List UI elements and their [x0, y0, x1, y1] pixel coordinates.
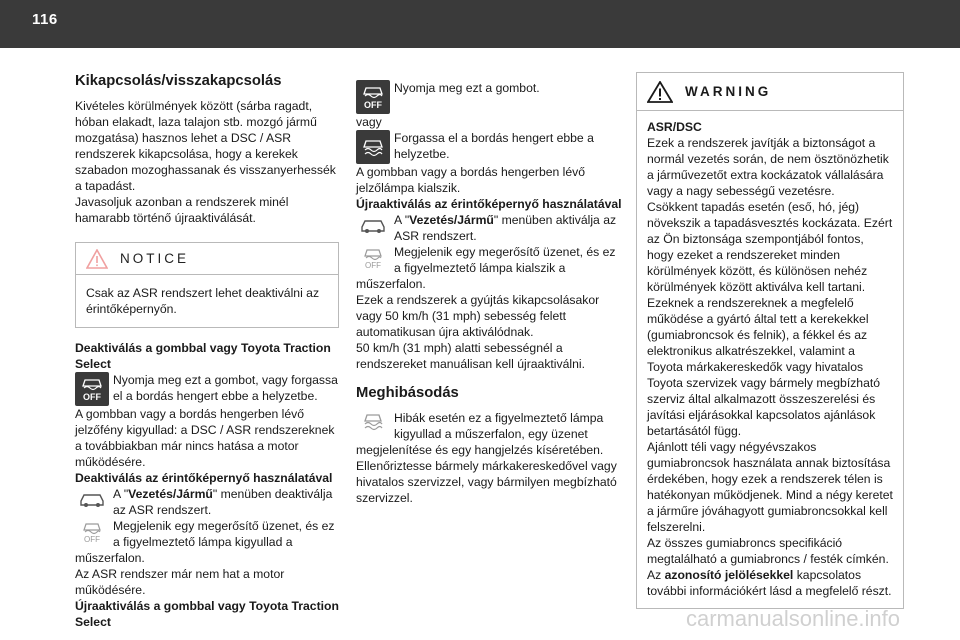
notice-triangle-icon	[86, 249, 108, 269]
esp-off-warning-lamp-icon-2	[356, 244, 390, 274]
deactivate-button-text: Nyomja meg ezt a gombot, vagy forgassa el a bordás hengert ebbe a helyzetbe.	[113, 373, 338, 403]
malfunction-text: Hibák esetén ez a figyelmeztető lámpa kigyullad a műszerfalon, egy üzenet megjelenítése és egy hangjelzés kíséretében.	[356, 411, 604, 457]
esp-off-warning-lamp-icon	[75, 518, 109, 548]
turn-wheel-row	[356, 130, 624, 164]
esp-warning-lamp-icon	[356, 410, 390, 436]
notice-box	[75, 242, 339, 328]
warning-paragraph-4: Ajánlott téli vagy négyévszakos gumiabroncsok használata annak biztosítása érdekében, hogy ezek a rendszerek télen is hatékonyan működjenek. Mind a négy keretet a járműre jóváhagyott gumiabroncsokkal kell felszerelni.	[647, 440, 893, 534]
intro-paragraph: Kivételes körülmények között (sárba ragadt, hóban elakadt, laza talajon stb. mozgó jármű mozgatása) hasznos lehet a DSC / ASR rendszerek kikapcsolása, hogy a kerekek szabadon mozoghassanak és visszanyerhessék a tapadást.	[75, 99, 336, 193]
car-touchscreen-icon-2	[356, 212, 390, 238]
below-50-text: 50 km/h (31 mph) alatti sebességnél a rendszereket manuálisan kell újraaktiválni.	[356, 341, 585, 371]
deactivate-touch-text: A "Vezetés/Jármű" menüben deaktiválja az ASR rendszert.	[113, 487, 333, 517]
section-heading-toggle: Kikapcsolás/visszakapcsolás	[75, 73, 282, 89]
deactivate-result-text: Az ASR rendszer már nem hat a motor működésére.	[75, 567, 285, 597]
reactivate-touch-heading: Újraaktiválás az érintőképernyő használatával	[356, 197, 622, 211]
deactivate-touch-heading: Deaktiválás az érintőképernyő használatával	[75, 471, 333, 485]
turn-wheel-text: Forgassa el a bordás hengert ebbe a helyzetbe.	[394, 131, 594, 161]
press-button-row	[356, 80, 624, 114]
warning-paragraph-6: Az azonosító jelölésekkel kapcsolatos további információkért lásd a megfelelő részt.	[647, 568, 892, 598]
off-lamp-text-2: OFF	[365, 261, 381, 270]
reactivate-touch-text: A "Vezetés/Jármű" menüben aktiválja az ASR rendszert.	[394, 213, 617, 243]
esp-off-button-icon-2	[356, 80, 390, 114]
car-touchscreen-icon	[75, 486, 109, 512]
column-2	[356, 80, 624, 506]
notice-header	[76, 243, 338, 275]
deactivate-button-heading: Deaktiválás a gombbal vagy Toyota Traction Select	[75, 341, 331, 371]
page-header-bar	[0, 0, 960, 48]
esp-off-button-icon	[75, 372, 109, 406]
esp-wheel-icon	[356, 130, 390, 164]
warning-paragraph-3: Ezeknek a rendszereknek a megfelelő működése a gyártó által tett a kerekekkel (gumiabroncsok és felnik), a fékkel és az elektronikus alkatrészekkel, valamint a Toyota márkakereskedők vagy hivatalos Toyota szervizek vagy bármely megbízható szerviz által alkalmazott összeszerelési és javítási eljárásokkal kapcsolatos ajánlások betartásától függ.	[647, 296, 881, 438]
lamp-off-text: A gombban vagy a bordás hengerben lévő jelzőlámpa kialszik.	[356, 165, 586, 195]
deactivate-lamp-text: A gombban vagy a bordás hengerben lévő jelzőfény kigyullad: a DSC / ASR rendszereknek a továbbiakban már nincs hatása a motor működésére.	[75, 407, 335, 469]
deactivate-confirm-text: Megjelenik egy megerősítő üzenet, és ez a figyelmeztető lámpa kigyullad a műszerfalon.	[75, 519, 335, 565]
column-1	[75, 72, 339, 630]
auto-reactivate-text: Ezek a rendszerek a gyújtás kikapcsolásakor vagy 50 km/h (31 mph) sebesség felett automatikusan újra aktiválódnak.	[356, 293, 600, 339]
asr-dsc-title: ASR/DSC	[647, 120, 702, 134]
reactivate-confirm-row	[356, 244, 624, 292]
malfunction-text-2: Ellenőriztesse bármely márkakereskedővel vagy hivatalos szervizzel, vagy bármilyen megbízható szervizzel.	[356, 459, 617, 505]
reactivate-button-heading: Újraaktiválás a gombbal vagy Toyota Traction Select	[75, 599, 339, 629]
warning-paragraph-5: Az összes gumiabroncs specifikáció megtalálható a gumiabroncs / festék címkén.	[647, 536, 889, 566]
notice-label: NOTICE	[120, 250, 190, 266]
menu-name-2: Vezetés/Jármű	[409, 213, 494, 227]
deactivate-button-row	[75, 372, 339, 406]
watermark: carmanualsonline.info	[686, 606, 901, 631]
column-3	[636, 72, 902, 609]
deactivate-touch-row	[75, 486, 339, 518]
warning-label: WARNING	[685, 83, 772, 99]
off-text-2: OFF	[364, 99, 382, 110]
notice-text: Csak az ASR rendszert lehet deaktiválni az érintőképernyőn.	[86, 286, 320, 316]
warning-triangle-icon	[647, 81, 673, 103]
identification-marks-link: azonosító jelölésekkel	[664, 568, 794, 582]
intro-paragraph-2: Javasoljuk azonban a rendszerek minél hamarabb történő újraaktiválását.	[75, 195, 289, 225]
page-number: 116	[32, 11, 58, 28]
deactivate-confirm-row	[75, 518, 339, 566]
or-text: vagy	[356, 115, 382, 129]
malfunction-row	[356, 410, 624, 458]
warning-header	[637, 73, 903, 111]
warning-paragraph-2: Csökkent tapadás esetén (eső, hó, jég) növekszik a tapadásvesztés kockázata. Ezért az Ön biztonsága szempontjából fontos, hogy ezeket a rendszereket minden körülmények között, és különösen nehéz körülmények között aktiválva kell tartani.	[647, 200, 893, 294]
menu-name: Vezetés/Jármű	[128, 487, 213, 501]
reactivate-confirm-text: Megjelenik egy megerősítő üzenet, és ez a figyelmeztető lámpa kialszik a műszerfalon.	[356, 245, 616, 291]
malfunction-heading: Meghibásodás	[356, 385, 459, 401]
reactivate-touch-row	[356, 212, 624, 244]
off-text: OFF	[83, 391, 101, 402]
off-lamp-text: OFF	[84, 535, 100, 544]
press-button-text: Nyomja meg ezt a gombot.	[394, 81, 540, 95]
warning-paragraph-1: Ezek a rendszerek javítják a biztonságot a normál vezetés során, de nem ösztönözhetik a járművezetőt extra kockázatok vállalására vagy a nagy sebességű vezetésre.	[647, 136, 889, 198]
warning-box	[636, 72, 904, 609]
